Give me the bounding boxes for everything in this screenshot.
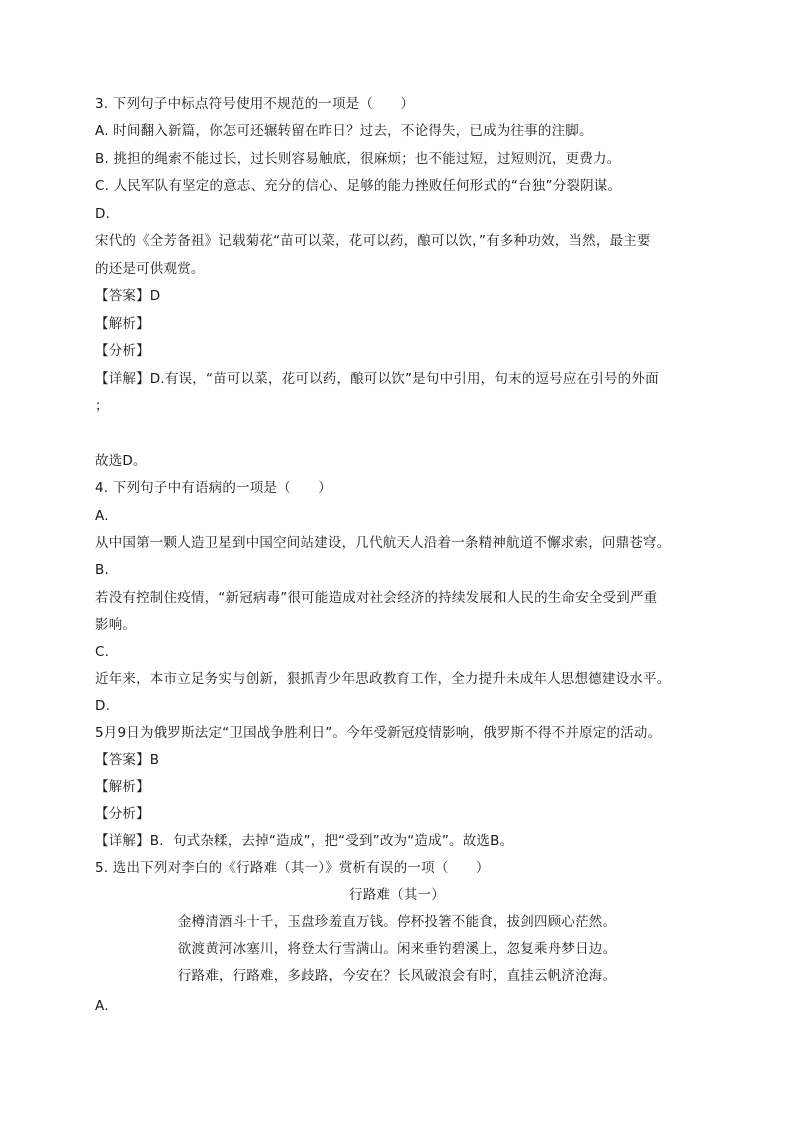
q4-breakdown-heading: 【分析】 xyxy=(95,806,150,822)
q5-option-a-label: A. xyxy=(95,998,109,1014)
q3-answer: 【答案】D xyxy=(95,288,161,304)
q4-option-c-label: C. xyxy=(95,644,110,660)
q4-option-b-label: B. xyxy=(95,562,109,578)
q3-option-a: A. 时间翻入新篇，你怎可还辗转留在昨日？过去，不论得失，已成为往事的注脚。 xyxy=(95,123,593,139)
q5-stem: 5. 选出下列对李白的《行路难（其一）》赏析有误的一项（ ） xyxy=(95,860,490,876)
q4-option-b-text-line1: 若没有控制住疫情，“新冠病毒”很可能造成对社会经济的持续发展和人民的生命安全受到严重 xyxy=(95,590,658,606)
q3-option-d-text-line1: 宋代的《全芳备祖》记载菊花“苗可以菜，花可以药，酿可以饮，”有多种功效，当然，最主要 xyxy=(95,233,651,249)
q5-poem-line2: 欲渡黄河冰塞川，将登太行雪满山。闲来垂钓碧溪上，忽复乘舟梦日边。 xyxy=(177,941,617,957)
q4-option-d-label: D. xyxy=(95,698,111,714)
q4-analysis-heading: 【解析】 xyxy=(95,779,150,795)
q4-option-a-label: A. xyxy=(95,508,109,524)
q3-detail-line2: ； xyxy=(95,398,109,414)
q4-option-d-text: 5月9日为俄罗斯法定“卫国战争胜利日”。今年受新冠疫情影响，俄罗斯不得不并原定的活动。 xyxy=(95,725,662,741)
q5-poem-line1: 金樽清酒斗十千，玉盘珍羞直万钱。停杯投箸不能食，拔剑四顾心茫然。 xyxy=(177,914,617,930)
q3-breakdown-heading: 【分析】 xyxy=(95,343,150,359)
q3-stem: 3. 下列句子中标点符号使用不规范的一项是（ ） xyxy=(95,96,415,112)
q4-option-a-text: 从中国第一颗人造卫星到中国空间站建设，几代航天人沿着一条精神航道不懈求索，问鼎苍穹。 xyxy=(95,535,671,551)
q3-analysis-heading: 【解析】 xyxy=(95,316,150,332)
q3-option-b: B. 挑担的绳索不能过长，过长则容易触底，很麻烦；也不能过短，过短则沉，更费力。 xyxy=(95,151,621,167)
q4-detail: 【详解】B．句式杂糅，去掉“造成”，把“受到”改为“造成”。故选B。 xyxy=(95,833,514,849)
q5-poem-title: 行路难（其一） xyxy=(349,887,445,903)
q3-option-c: C. 人民军队有坚定的意志、充分的信心、足够的能力挫败任何形式的“台独”分裂阴谋。 xyxy=(95,178,622,194)
q4-answer: 【答案】B xyxy=(95,752,160,768)
q3-option-d-text-line2: 的还是可供观赏。 xyxy=(95,261,205,277)
q3-conclusion: 故选D。 xyxy=(95,453,147,469)
q3-detail-line1: 【详解】D.有误，“苗可以菜，花可以药，酿可以饮”是句中引用，句末的逗号应在引号的外面 xyxy=(95,371,659,387)
q4-stem: 4. 下列句子中有语病的一项是（ ） xyxy=(95,480,332,496)
q5-poem-line3: 行路难，行路难，多歧路，今安在？长风破浪会有时，直挂云帆济沧海。 xyxy=(177,968,617,984)
q4-option-c-text: 近年来，本市立足务实与创新，狠抓青少年思政教育工作，全力提升未成年人思想德建设水平。 xyxy=(95,671,671,687)
q4-option-b-text-line2: 影响。 xyxy=(95,617,137,633)
q3-option-d-label: D. xyxy=(95,206,111,222)
